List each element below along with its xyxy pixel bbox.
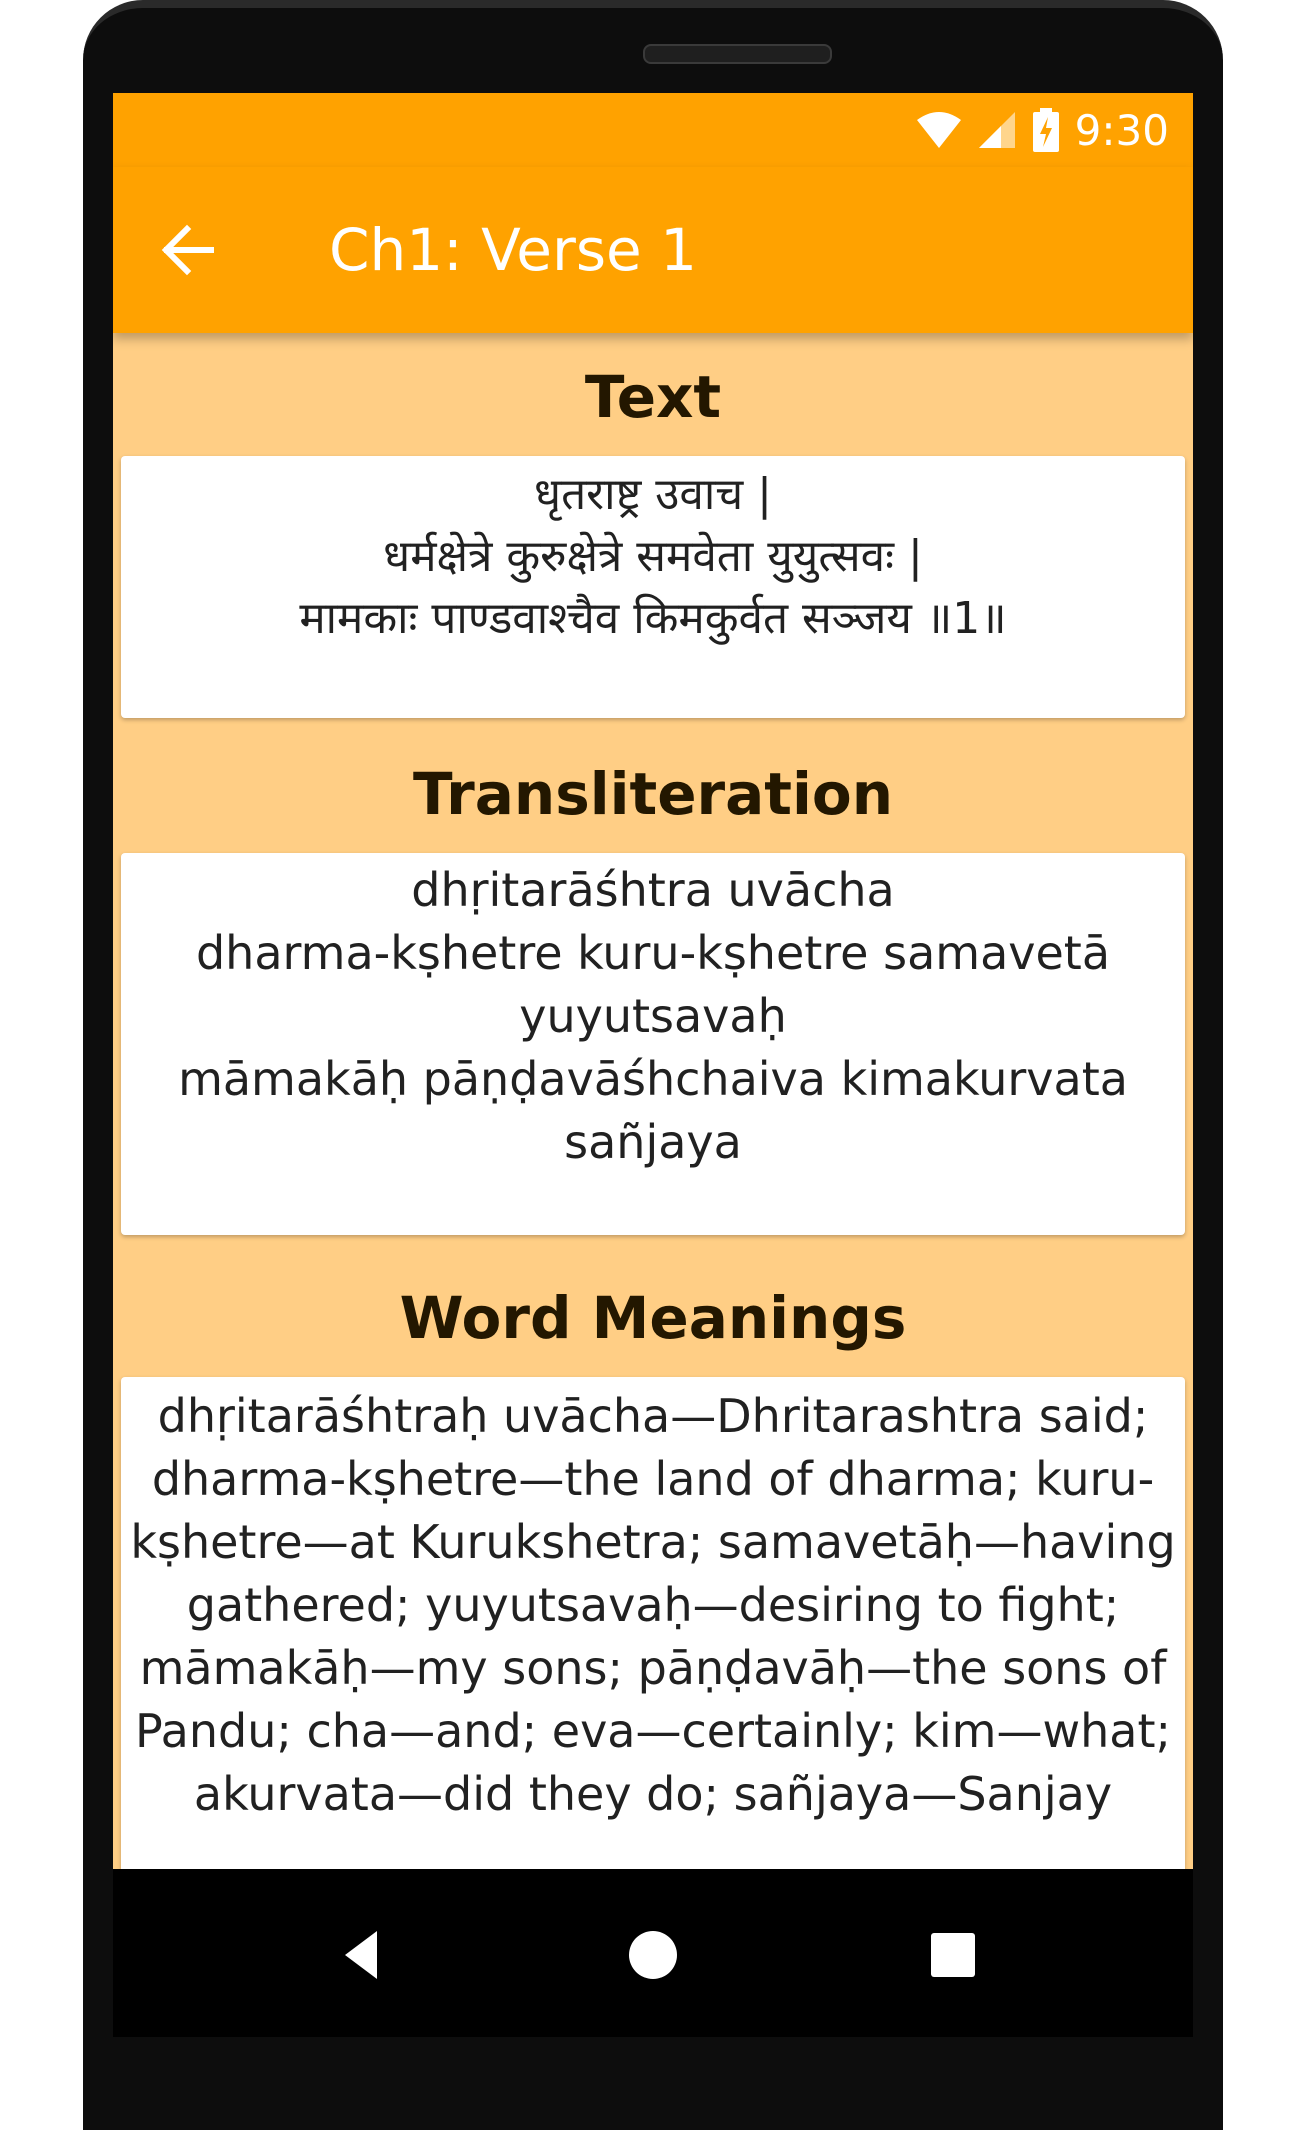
verse-line: धृतराष्ट्र उवाच | [534, 469, 772, 520]
signal-icon [977, 110, 1017, 150]
status-bar [113, 93, 1193, 167]
word-meaning-line: Pandu; cha—and; eva—certainly; kim—what; [134, 1704, 1171, 1758]
wifi-icon [915, 110, 963, 150]
app-screen [113, 93, 1193, 1869]
transliteration-line: yuyutsavaḥ [519, 989, 787, 1043]
verse-line: मामकाः पाण्डवाश्चैव किमकुर्वत सञ्जय ॥1॥ [299, 593, 1007, 644]
word-meaning-line: akurvata—did they do; sañjaya—Sanjay [193, 1767, 1113, 1821]
transliteration-line: dharma-kṣhetre kuru-kṣhetre samavetā [195, 926, 1111, 980]
verse-line: धर्मक्षेत्रे कुरुक्षेत्रे समवेता युयुत्सवः | [383, 531, 923, 582]
arrow-back-icon [153, 215, 223, 285]
transliteration-card [121, 853, 1185, 1235]
word-meanings-card [121, 1377, 1185, 1869]
nav-back-icon [333, 1923, 397, 1987]
section-title-text: Text [584, 363, 722, 431]
section-title-transliteration: Transliteration [412, 760, 894, 828]
word-meaning-line: gathered; yuyutsavaḥ—desiring to fight; [186, 1578, 1120, 1632]
section-title-word-meanings: Word Meanings [399, 1284, 907, 1352]
transliteration-line: sañjaya [564, 1115, 742, 1169]
word-meaning-line: māmakāḥ—my sons; pāṇḍavāḥ—the sons of [139, 1641, 1167, 1695]
nav-recents-button[interactable] [921, 1923, 985, 1987]
system-navigation-bar [113, 1869, 1193, 2037]
page-title: Ch1: Verse 1 [329, 216, 698, 284]
verse-text-card [121, 456, 1185, 718]
status-time: 9:30 [1074, 105, 1169, 155]
status-icons [915, 105, 1169, 155]
word-meaning-line: kṣhetre—at Kurukshetra; samavetāḥ—having [130, 1515, 1176, 1569]
nav-back-button[interactable] [333, 1923, 397, 1987]
transliteration-line: māmakāḥ pāṇḍavāśhchaiva kimakurvata [178, 1052, 1128, 1106]
nav-home-button[interactable] [621, 1923, 685, 1987]
speaker-grille [643, 44, 832, 64]
back-button[interactable] [153, 215, 223, 285]
word-meaning-line: dharma-kṣhetre—the land of dharma; kuru- [151, 1452, 1155, 1506]
nav-recents-icon [921, 1923, 985, 1987]
app-bar [113, 167, 1193, 333]
nav-home-icon [621, 1923, 685, 1987]
word-meaning-line: dhṛitarāśhtraḥ uvācha—Dhritarashtra said; [157, 1389, 1149, 1443]
battery-charging-icon [1031, 107, 1061, 153]
transliteration-line: dhṛitarāśhtra uvācha [411, 863, 895, 917]
